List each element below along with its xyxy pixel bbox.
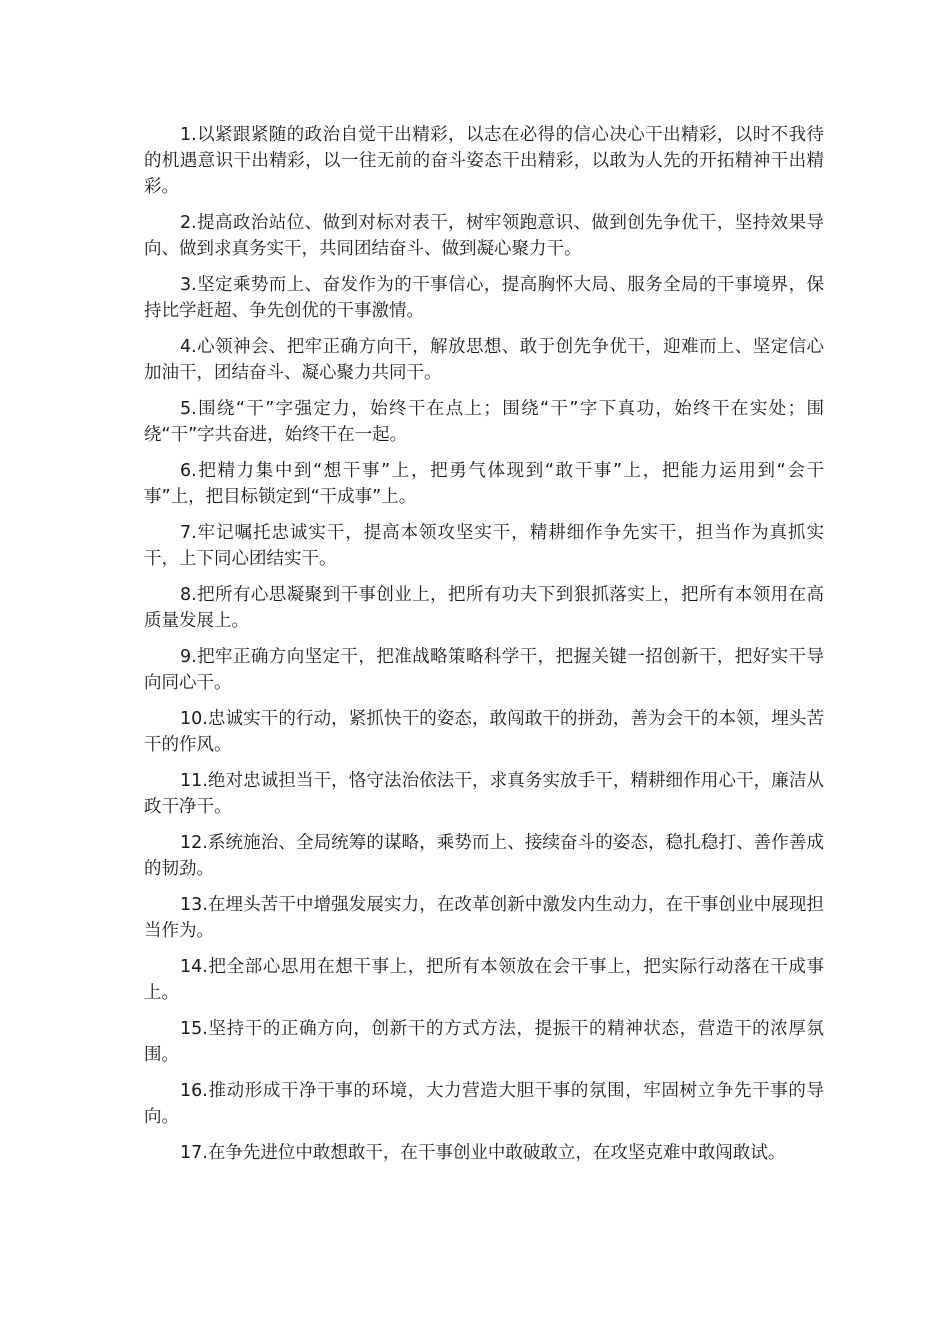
- paragraph-3: 3.坚定乘势而上、奋发作为的干事信心，提高胸怀大局、服务全局的干事境界，保持比学赶超、争先创优的干事激情。: [144, 275, 824, 321]
- paragraph-8: 8.把所有心思凝聚到干事创业上，把所有功夫下到狠抓落实上，把所有本领用在高质量发展上。: [144, 585, 824, 631]
- document-body: [144, 122, 824, 1176]
- paragraph-13: 13.在埋头苦干中增强发展实力，在改革创新中激发内生动力，在干事创业中展现担当作为。: [144, 895, 824, 941]
- paragraph-4: 4.心领神会、把牢正确方向干，解放思想、敢于创先争优干，迎难而上、坚定信心加油干，团结奋斗、凝心聚力共同干。: [144, 337, 824, 383]
- paragraph-9: 9.把牢正确方向坚定干，把准战略策略科学干，把握关键一招创新干，把好实干导向同心干。: [144, 647, 824, 693]
- paragraph-11: 11.绝对忠诚担当干，恪守法治依法干，求真务实放手干，精耕细作用心干，廉洁从政干净干。: [144, 771, 824, 817]
- paragraph-15: 15.坚持干的正确方向，创新干的方式方法，提振干的精神状态，营造干的浓厚氛围。: [144, 1019, 824, 1065]
- paragraph-12: 12.系统施治、全局统筹的谋略，乘势而上、接续奋斗的姿态，稳扎稳打、善作善成的韧劲。: [144, 833, 824, 879]
- paragraph-1: 1.以紧跟紧随的政治自觉干出精彩，以志在必得的信心决心干出精彩，以时不我待的机遇意识干出精彩，以一往无前的奋斗姿态干出精彩，以敢为人先的开拓精神干出精彩。: [144, 125, 824, 197]
- paragraph-2: 2.提高政治站位、做到对标对表干，树牢领跑意识、做到创先争优干，坚持效果导向、做到求真务实干，共同团结奋斗、做到凝心聚力干。: [144, 213, 824, 259]
- paragraph-16: 16.推动形成干净干事的环境，大力营造大胆干事的氛围，牢固树立争先干事的导向。: [144, 1081, 824, 1127]
- paragraph-17: 17.在争先进位中敢想敢干，在干事创业中敢破敢立，在攻坚克难中敢闯敢试。: [180, 1143, 786, 1163]
- paragraph-10: 10.忠诚实干的行动，紧抓快干的姿态，敢闯敢干的拼劲，善为会干的本领，埋头苦干的作风。: [144, 709, 824, 755]
- paragraph-14: 14.把全部心思用在想干事上，把所有本领放在会干事上，把实际行动落在干成事上。: [144, 957, 824, 1003]
- paragraph-7: 7.牢记嘱托忠诚实干，提高本领攻坚实干，精耕细作争先实干，担当作为真抓实干，上下同心团结实干。: [144, 523, 824, 569]
- paragraph-6: 6.把精力集中到“想干事”上，把勇气体现到“敢干事”上，把能力运用到“会干事”上，把目标锁定到“干成事”上。: [144, 461, 824, 507]
- paragraph-5: 5.围绕“干”字强定力，始终干在点上；围绕“干”字下真功，始终干在实处；围绕“干”字共奋进，始终干在一起。: [144, 399, 824, 445]
